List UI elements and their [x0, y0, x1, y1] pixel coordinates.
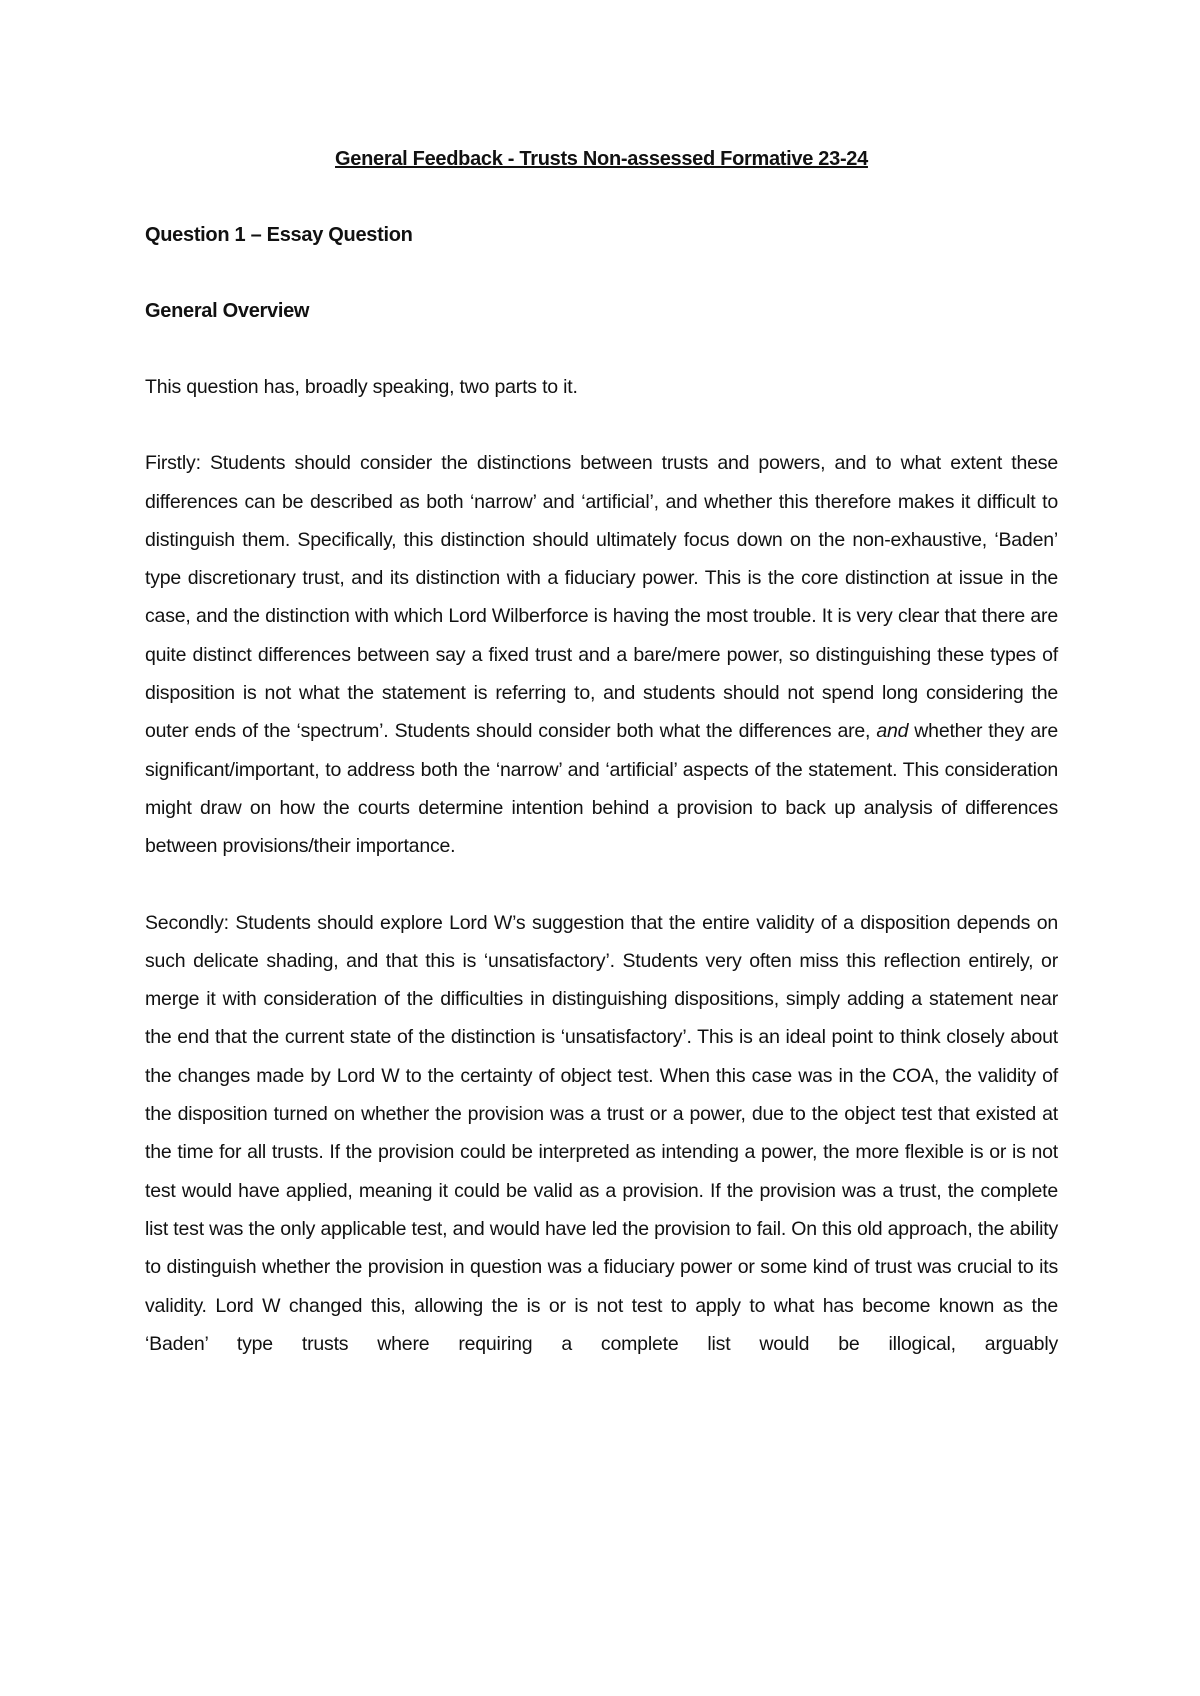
intro-paragraph: This question has, broadly speaking, two parts to it. [145, 376, 578, 398]
overview-heading: General Overview [145, 300, 310, 322]
document-title: General Feedback - Trusts Non-assessed Formative 23-24 [335, 148, 868, 170]
firstly-text-start: Firstly: Students should consider the distinctions between trusts and powers, and to what extent these differences can be described as both ‘narrow’ and ‘artificial’, and whether this therefore makes it difficult to distinguish them. Specifically, this distinction should ultimately focus down on the non-exhaustive, ‘Baden’ type discretionary trust, and its distinction with a fiduciary power. This is the core distinction at issue in the case, and the distinction with which Lord Wilberforce is having the most trouble. It is very clear that there are quite distinct differences between say a fixed trust and a bare/mere power, so distinguishing these types of disposition is not what the statement is referring to, and students should not spend long considering the outer ends of the ‘spectrum’. Students should consider both what the differences are, [145, 452, 1058, 743]
firstly-italic-and: and [876, 720, 909, 743]
secondly-paragraph: Secondly: Students should explore Lord W’s suggestion that the entire validity of a disposition depends on such delicate shading, and that this is ‘unsatisfactory’. Students very often miss this reflection entirely, or merge it with consideration of the difficulties in distinguishing dispositions, simply adding a statement near the end that the current state of the distinction is ‘unsatisfactory’. This is an ideal point to think closely about the changes made by Lord W to the certainty of object test. When this case was in the COA, the validity of the disposition turned on whether the provision was a trust or a power, due to the object test that existed at the time for all trusts. If the provision could be interpreted as intending a power, the more flexible is or is not test would have applied, meaning it could be valid as a provision. If the provision was a trust, the complete list test was the only applicable test, and would have led the provision to fail. On this old approach, the ability to distinguish whether the provision in question was a fiduciary power or some kind of trust was crucial to its validity. Lord W changed this, allowing the is or is not test to apply to what has become known as the ‘Baden’ type trusts where requiring a complete list would be illogical, arguably [145, 911, 1058, 1355]
firstly-text-end: whether they are significant/important, to address both the ‘narrow’ and ‘artificial’ aspects of the statement. This consideration might draw on how the courts determine intention behind a provision to back up analysis of differences between provisions/their importance. [145, 720, 1058, 858]
firstly-paragraph [145, 444, 1058, 865]
document-body [145, 140, 1058, 1363]
question-heading: Question 1 – Essay Question [145, 224, 413, 246]
